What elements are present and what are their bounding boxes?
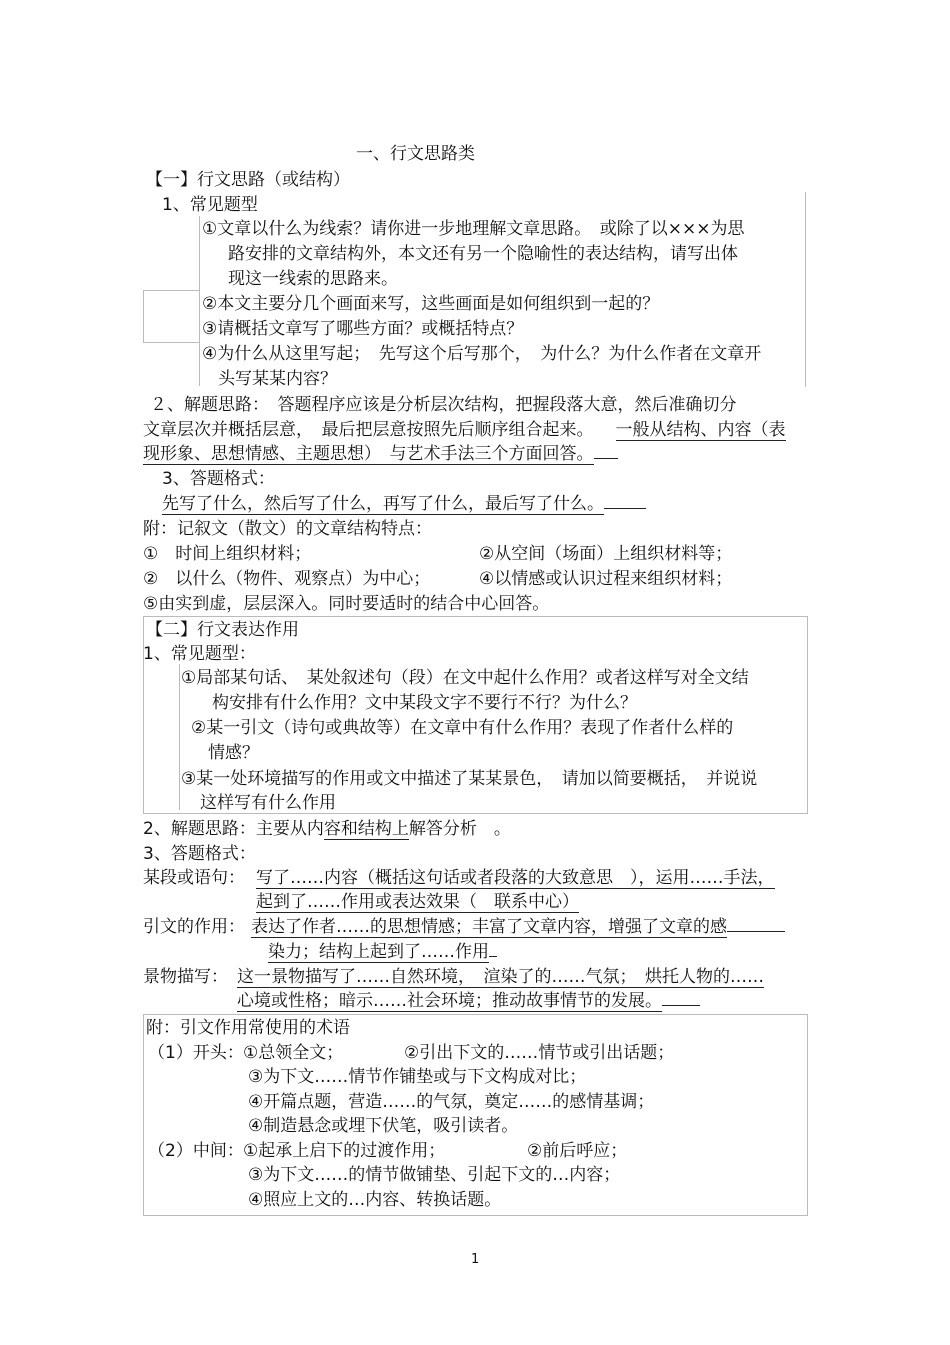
term-item: ③为下文……的情节做铺垫、引起下文的…内容； — [248, 1165, 621, 1185]
answer-label: 景物描写： — [143, 967, 228, 987]
question-text: ③请概括文章写了哪些方面？或概括特点？ — [202, 319, 524, 339]
term-item: ③为下文……情节作铺垫或与下文构成对比； — [248, 1067, 587, 1087]
term-item: ④照应上文的…内容、转换话题。 — [248, 1190, 502, 1210]
question-text: 这样写有什么作用 — [200, 793, 336, 813]
answer-label: 某段或语句： — [143, 868, 245, 888]
answer-text — [237, 990, 700, 1012]
answer-label: 引文的作用： — [143, 917, 245, 937]
question-types-heading: 1、常见题型 — [162, 195, 258, 215]
format-heading: 3、答题格式： — [162, 469, 275, 489]
section1-heading: 【一】行文思路（或结构） — [146, 170, 350, 190]
question-text: ①局部某句话、 某处叙述句（段）在文中起什么作用？或者这样写对全文结 — [181, 668, 749, 688]
underlined-text: 心境或性格；暗示……社会环境；推动故事情节的发展。 — [237, 991, 662, 1011]
note-item: ④以情感或认识过程来组织材料； — [479, 569, 733, 589]
underlined-text: 这一景物描写了……自然环境， 渲染了的……气氛； 烘托人物的…… — [237, 967, 764, 987]
solution-text-part: 解答分析 。 — [408, 819, 511, 839]
question-text: ②本文主要分几个画面来写，这些画面是如何组织到一起的？ — [202, 294, 660, 314]
underlined-text: 容和结构上 — [323, 819, 409, 839]
term-item: ②前后呼应； — [527, 1141, 628, 1161]
term-label: （1）开头： — [148, 1043, 244, 1063]
underline-pad — [727, 931, 785, 932]
term-item: ④开篇点题，营造……的气氛，奠定……的感情基调； — [248, 1092, 655, 1112]
underlined-text: 表达了作者……的思想情感；丰富了文章内容，增强了文章的感 — [251, 917, 727, 937]
frame-line — [143, 342, 200, 343]
answer-text — [268, 941, 497, 963]
note-heading: 附：记叙文（散文）的文章结构特点： — [143, 519, 432, 539]
question-text: 构安排有什么作用？文中某段文字不要行不行？为什么？ — [212, 693, 637, 713]
question-text: ④为什么从这里写起； 先写这个后写那个， 为什么？为什么作者在文章开 — [202, 344, 762, 364]
term-item: ②引出下文的……情节或引出话题； — [404, 1043, 675, 1063]
underlined-text: 先写了什么，然后写了什么，再写了什么，最后写了什么。 — [162, 494, 604, 514]
question-text: 情感？ — [208, 743, 259, 763]
question-types-heading: 1、常见题型： — [143, 644, 256, 664]
term-item: ①起承上启下的过渡作用； — [243, 1141, 446, 1161]
solution-text-part: 文章层次并概括层意， 最后把层意按照先后顺序组合起来。 — [143, 420, 594, 440]
section2-heading: 【二】行文表达作用 — [146, 620, 299, 640]
underline-pad — [604, 508, 646, 509]
answer-text — [256, 867, 775, 889]
frame-line — [805, 192, 806, 387]
question-text: 路安排的文章结构外，本文还有另一个隐喻性的表达结构，请写出体 — [228, 244, 738, 264]
underlined-text: 一般从结构、内容（表 — [615, 420, 786, 440]
page-number: 1 — [471, 1252, 480, 1267]
format-heading: 3、答题格式： — [143, 844, 256, 864]
answer-text — [256, 891, 579, 913]
question-text: ②某一引文（诗句或典故等）在文章中有什么作用？表现了作者什么样的 — [191, 718, 734, 738]
term-item: ①总领全文； — [243, 1043, 344, 1063]
solution-text — [143, 443, 618, 465]
note-item: ① 时间上组织材料； — [143, 544, 312, 564]
answer-text — [237, 966, 764, 988]
question-text: 现这一线索的思路来。 — [228, 269, 398, 289]
underlined-text: 染力；结构上起到了……作用 — [268, 942, 489, 962]
solution-text: ２、解题思路： 答题程序应该是分析层次结构，把握段落大意，然后准确切分 — [150, 395, 737, 415]
note-item: ⑤由实到虚，层层深入。同时要适时的结合中心回答。 — [143, 594, 550, 614]
solution-text-part: 2、解题思路：主要从内 — [143, 819, 324, 839]
question-text: ①文章以什么为线索？请你进一步地理解文章思路。 或除了以×××为思 — [202, 219, 745, 239]
solution-text — [143, 818, 511, 840]
note-item: ②从空间（场面）上组织材料等； — [479, 544, 733, 564]
frame-line — [179, 664, 180, 810]
page-title: 一、行文思路类 — [356, 144, 475, 164]
underlined-text: 起到了……作用或表达效果（ 联系中心） — [256, 892, 579, 912]
appendix-heading: 附：引文作用常使用的术语 — [146, 1018, 350, 1038]
term-item: ④制造悬念或埋下伏笔，吸引读者。 — [248, 1116, 519, 1136]
underline-pad — [594, 458, 618, 459]
solution-text — [143, 419, 786, 441]
underlined-text: 现形象、思想情感、主题思想） 与艺术手法三个方面回答。 — [143, 444, 594, 464]
underline-pad — [662, 1005, 700, 1006]
frame-line — [143, 290, 144, 342]
frame-line — [199, 216, 200, 386]
note-item: ② 以什么（物件、观察点）为中心； — [143, 569, 431, 589]
underline-pad — [489, 956, 497, 957]
answer-text — [251, 916, 785, 938]
frame-line — [143, 290, 200, 291]
term-label: （2）中间： — [148, 1141, 244, 1161]
format-text — [162, 493, 646, 515]
question-text: 头写某某内容？ — [218, 369, 337, 389]
underlined-text: 写了……内容（概括这句话或者段落的大致意思 ），运用……手法， — [256, 868, 775, 888]
question-text: ③某一处环境描写的作用或文中描述了某某景色， 请加以简要概括， 并说说 — [181, 769, 758, 789]
